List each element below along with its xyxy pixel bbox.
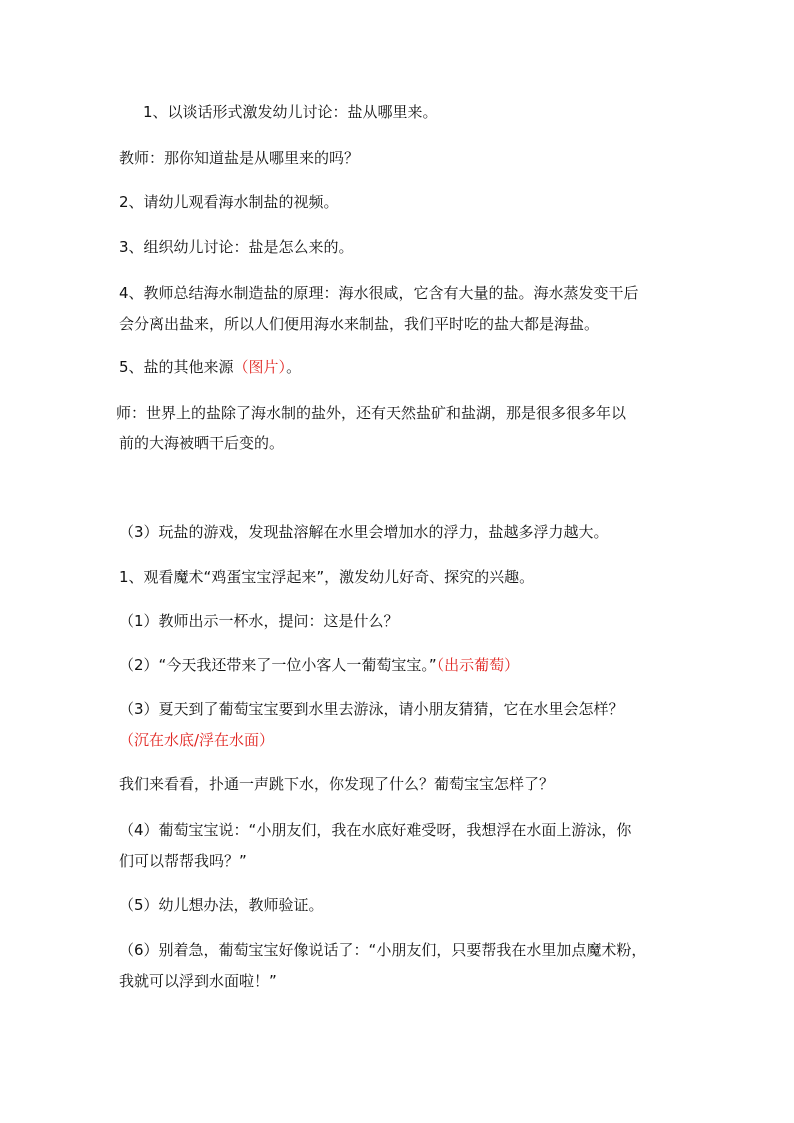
- paragraph-16-text-1: （6）别着急，葡萄宝宝好像说话了：“小朋友们，只要帮我在水里加点魔术粉，: [119, 941, 647, 959]
- paragraph-2-text: 教师：那你知道盐是从哪里来的吗？: [119, 149, 360, 167]
- paragraph-12-line-2: [119, 729, 274, 751]
- paragraph-1: [143, 101, 438, 123]
- paragraph-5-text-1: 4、教师总结海水制造盐的原理：海水很咸，它含有大量的盐。海水蒸发变干后: [119, 284, 639, 302]
- paragraph-14-text-1: （4）葡萄宝宝说：“小朋友们，我在水底好难受呀，我想浮在水面上游泳，你: [119, 821, 632, 839]
- paragraph-6-highlight: （图片）: [233, 358, 287, 376]
- paragraph-8: [119, 521, 609, 543]
- paragraph-12-highlight: （沉在水底/浮在水面）: [119, 731, 275, 749]
- paragraph-6-text: 5、盐的其他来源: [119, 358, 234, 376]
- paragraph-9-text: 1、观看魔术“鸡蛋宝宝浮起来”，激发幼儿好奇、探究的兴趣。: [119, 568, 535, 586]
- paragraph-2: [119, 147, 359, 169]
- paragraph-5-text-2: 会分离出盐来，所以人们便用海水来制盐，我们平时吃的盐大都是海盐。: [119, 315, 600, 333]
- paragraph-13-text: 我们来看看，扑通一声跳下水，你发现了什么？葡萄宝宝怎样了？: [119, 775, 555, 793]
- paragraph-7-text-2: 前的大海被晒干后变的。: [119, 434, 285, 452]
- paragraph-9: [119, 566, 534, 588]
- paragraph-14-line-1: [119, 819, 631, 841]
- paragraph-14-line-2: [119, 850, 247, 872]
- paragraph-10-text: （1）教师出示一杯水，提问：这是什么？: [119, 612, 399, 630]
- paragraph-11: [119, 654, 519, 676]
- paragraph-14-text-2: 们可以帮帮我吗？”: [119, 852, 247, 870]
- paragraph-16-line-2: [119, 970, 277, 992]
- paragraph-5-line-2: [119, 313, 599, 335]
- paragraph-16-line-1: [119, 939, 646, 961]
- paragraph-13: [119, 773, 554, 795]
- paragraph-15-text: （5）幼儿想办法，教师验证。: [119, 896, 324, 914]
- paragraph-11-text: （2）“今天我还带来了一位小客人一葡萄宝宝。”: [119, 656, 437, 674]
- paragraph-11-highlight: （出示葡萄）: [436, 656, 520, 674]
- paragraph-7-line-2: [119, 432, 284, 454]
- paragraph-6: [119, 356, 301, 378]
- paragraph-7-text-1: 师：世界上的盐除了海水制的盐外，还有天然盐矿和盐湖，那是很多很多年以: [116, 404, 627, 422]
- paragraph-4-text: 3、组织幼儿讨论：盐是怎么来的。: [119, 238, 354, 256]
- paragraph-3: [119, 191, 339, 213]
- paragraph-3-text: 2、请幼儿观看海水制盐的视频。: [119, 193, 339, 211]
- paragraph-5-line-1: [119, 282, 639, 304]
- paragraph-12-text-1: （3）夏天到了葡萄宝宝要到水里去游泳，请小朋友猜猜，它在水里会怎样？: [119, 700, 624, 718]
- paragraph-7-line-1: [116, 402, 626, 424]
- paragraph-12-line-1: [119, 698, 624, 720]
- paragraph-15: [119, 894, 324, 916]
- paragraph-1-text: 1、以谈话形式激发幼儿讨论：盐从哪里来。: [143, 103, 438, 121]
- paragraph-10: [119, 610, 399, 632]
- paragraph-4: [119, 236, 354, 258]
- paragraph-8-text: （3）玩盐的游戏，发现盐溶解在水里会增加水的浮力，盐越多浮力越大。: [119, 523, 609, 541]
- paragraph-16-text-2: 我就可以浮到水面啦！”: [119, 972, 277, 990]
- paragraph-6-end: 。: [286, 358, 302, 376]
